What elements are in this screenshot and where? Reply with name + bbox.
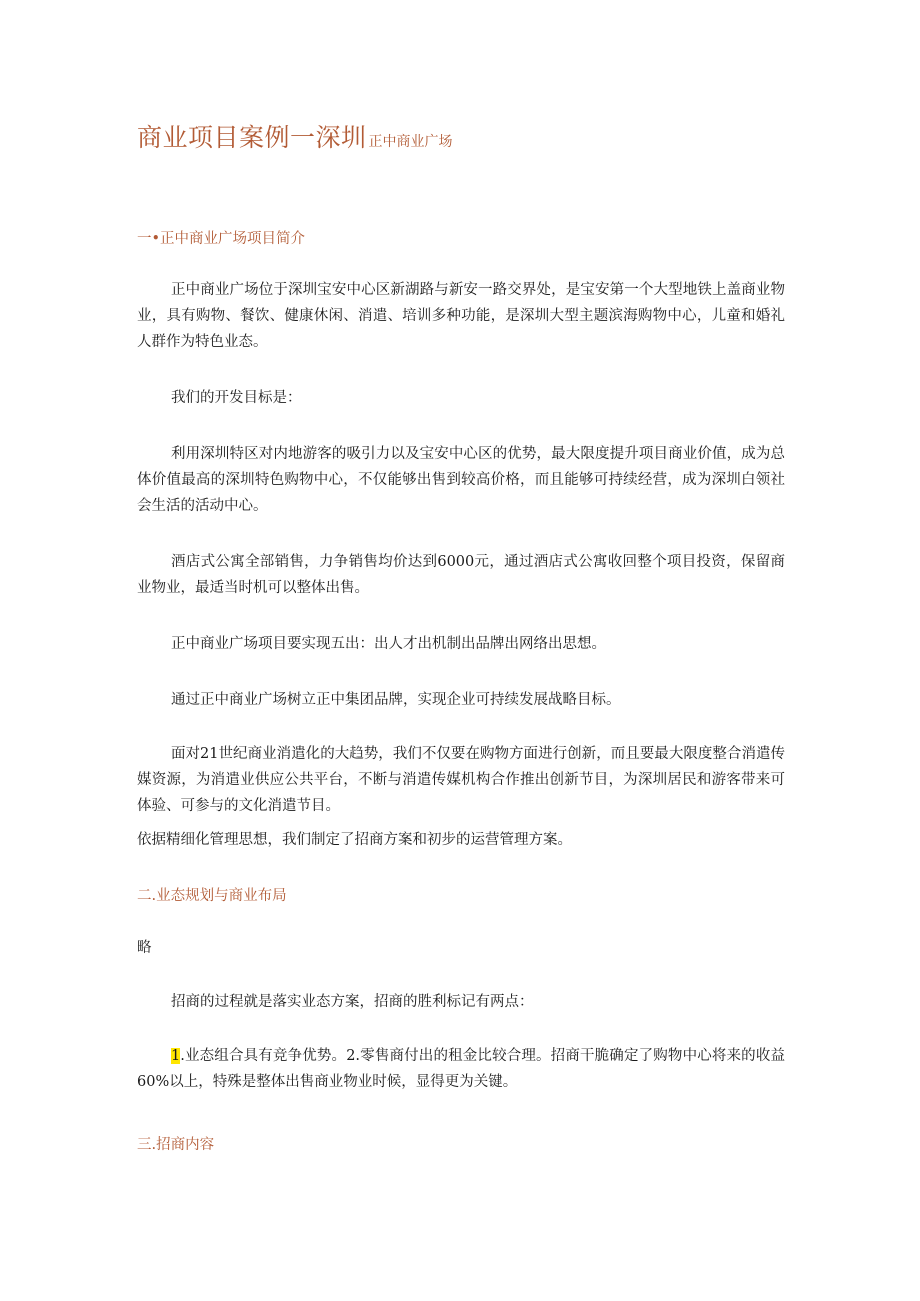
brand-paragraph: 通过正中商业广场树立正中集团品牌，实现企业可持续发展战略目标。 (171, 692, 621, 708)
management-paragraph: 依据精细化管理思想，我们制定了招商方案和初步的运营管理方案。 (137, 832, 572, 848)
criteria-text: .业态组合具有竞争优势。2.零售商付出的租金比较合理。招商干脆确定了购物中心将来的收益60%以上，特殊是整体出售商业物业时候，显得更为关键。 (137, 1048, 785, 1090)
omitted-paragraph: 略 (137, 940, 152, 956)
section-heading-2: 二.业态规划与商业布局 (137, 888, 287, 904)
trend-paragraph: 面对21世纪商业消遣化的大趋势，我们不仅要在购物方面进行创新，而且要最大限度整合消遣传媒资源，为消遣业供应公共平台，不断与消遣传媒机构合作推出创新节目，为深圳居民和游客带来可体验、可参与的文化消遣节目。 (137, 746, 785, 814)
document-title (137, 118, 453, 154)
apartment-paragraph: 酒店式公寓全部销售，力争销售均价达到6000元，通过酒店式公寓收回整个项目投资，保留商业物业，最适当时机可以整体出售。 (137, 554, 785, 596)
title-main: 商业项目案例一深圳 (137, 123, 367, 152)
criteria-paragraph (137, 1043, 785, 1095)
leasing-paragraph: 招商的过程就是落实业态方案，招商的胜利标记有两点： (171, 994, 534, 1010)
goal-paragraph: 利用深圳特区对内地游客的吸引力以及宝安中心区的优势，最大限度提升项目商业价值，成为总体价值最高的深圳特色购物中心，不仅能够出售到较高价格，而且能够可持续经营，成为深圳白领社会生活的活动中心。 (137, 446, 785, 514)
highlighted-number: 1 (171, 1048, 181, 1064)
section-heading-3: 三.招商内容 (137, 1137, 215, 1153)
intro-paragraph: 正中商业广场位于深圳宝安中心区新湖路与新安一路交界处，是宝安第一个大型地铁上盖商业物业，具有购物、餐饮、健康休闲、消遣、培训多种功能，是深圳大型主题滨海购物中心，儿童和婚礼人群作为特色业态。 (137, 282, 785, 350)
section-heading-1: 一•正中商业广场项目简介 (137, 231, 306, 247)
goal-intro-paragraph: 我们的开发目标是： (171, 390, 302, 406)
five-outs-paragraph: 正中商业广场项目要实现五出：出人才出机制出品牌出网络出思想。 (171, 636, 606, 652)
title-sub: 正中商业广场 (368, 134, 453, 150)
